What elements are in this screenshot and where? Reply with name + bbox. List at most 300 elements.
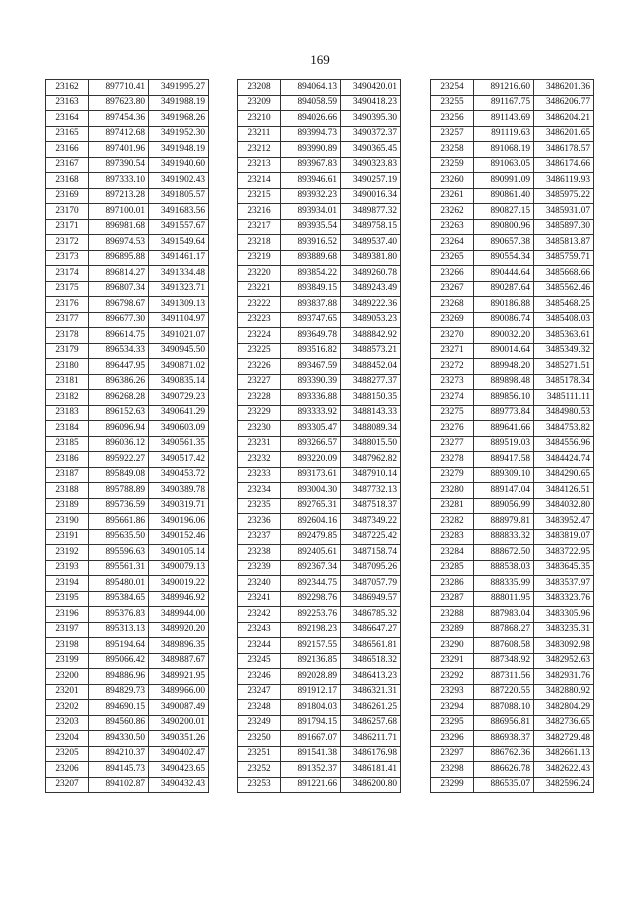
table-row [238,343,401,359]
x-coordinate-cell: 889856.10 [474,390,534,406]
table-row [431,700,594,716]
x-coordinate-cell: 895376.83 [89,607,149,623]
table-row [238,653,401,669]
x-coordinate-cell: 893336.88 [281,390,341,406]
point-id-cell: 23283 [431,529,474,545]
table-row [238,312,401,328]
point-id-cell: 23173 [46,250,89,266]
table-row [431,405,594,421]
y-coordinate-cell: 3490019.22 [149,576,209,592]
x-coordinate-cell: 892765.31 [281,498,341,514]
y-coordinate-cell: 3486949.57 [341,591,401,607]
x-coordinate-cell: 892405.61 [281,545,341,561]
table-row [431,235,594,251]
x-coordinate-cell: 894330.50 [89,731,149,747]
table-row [46,142,209,158]
table-row [238,622,401,638]
point-id-cell: 23252 [238,762,281,778]
table-row [46,80,209,96]
coordinate-table-right [430,79,594,793]
x-coordinate-cell: 890014.64 [474,343,534,359]
y-coordinate-cell: 3490152.46 [149,529,209,545]
y-coordinate-cell: 3486257.68 [341,715,401,731]
y-coordinate-cell: 3484980.53 [534,405,594,421]
table-row [46,591,209,607]
point-id-cell: 23295 [431,715,474,731]
x-coordinate-cell: 890827.15 [474,204,534,220]
x-coordinate-cell: 896447.95 [89,359,149,375]
table-row [46,219,209,235]
table-row [431,436,594,452]
table-row [238,359,401,375]
table-row [238,607,401,623]
x-coordinate-cell: 892479.85 [281,529,341,545]
point-id-cell: 23239 [238,560,281,576]
point-id-cell: 23217 [238,219,281,235]
point-id-cell: 23168 [46,173,89,189]
point-id-cell: 23201 [46,684,89,700]
table-row [46,746,209,762]
y-coordinate-cell: 3483819.07 [534,529,594,545]
x-coordinate-cell: 887983.04 [474,607,534,623]
y-coordinate-cell: 3490200.01 [149,715,209,731]
y-coordinate-cell: 3489222.36 [341,297,401,313]
x-coordinate-cell: 892028.89 [281,669,341,685]
y-coordinate-cell: 3489758.15 [341,219,401,235]
table-row [431,421,594,437]
table-row [238,483,401,499]
point-id-cell: 23296 [431,731,474,747]
y-coordinate-cell: 3485897.30 [534,219,594,235]
table-row [238,297,401,313]
x-coordinate-cell: 891063.05 [474,157,534,173]
point-id-cell: 23241 [238,591,281,607]
y-coordinate-cell: 3488452.04 [341,359,401,375]
x-coordinate-cell: 891143.69 [474,111,534,127]
x-coordinate-cell: 893004.30 [281,483,341,499]
x-coordinate-cell: 896534.33 [89,343,149,359]
x-coordinate-cell: 891119.63 [474,126,534,142]
x-coordinate-cell: 897390.54 [89,157,149,173]
table-row [238,467,401,483]
point-id-cell: 23237 [238,529,281,545]
table-row [431,529,594,545]
x-coordinate-cell: 893935.54 [281,219,341,235]
x-coordinate-cell: 893173.61 [281,467,341,483]
table-row [46,607,209,623]
x-coordinate-cell: 890287.64 [474,281,534,297]
point-id-cell: 23242 [238,607,281,623]
x-coordinate-cell: 895384.65 [89,591,149,607]
point-id-cell: 23197 [46,622,89,638]
point-id-cell: 23203 [46,715,89,731]
x-coordinate-cell: 895922.27 [89,452,149,468]
table-row [238,266,401,282]
table-row [431,173,594,189]
x-coordinate-cell: 894886.96 [89,669,149,685]
y-coordinate-cell: 3489381.80 [341,250,401,266]
point-id-cell: 23263 [431,219,474,235]
y-coordinate-cell: 3485813.87 [534,235,594,251]
x-coordinate-cell: 886626.78 [474,762,534,778]
y-coordinate-cell: 3490257.19 [341,173,401,189]
y-coordinate-cell: 3483092.98 [534,638,594,654]
point-id-cell: 23282 [431,514,474,530]
point-id-cell: 23220 [238,266,281,282]
point-id-cell: 23236 [238,514,281,530]
y-coordinate-cell: 3485111.11 [534,390,594,406]
x-coordinate-cell: 888833.32 [474,529,534,545]
y-coordinate-cell: 3489920.20 [149,622,209,638]
x-coordinate-cell: 893889.68 [281,250,341,266]
point-id-cell: 23223 [238,312,281,328]
table-row [431,390,594,406]
y-coordinate-cell: 3490323.83 [341,157,401,173]
x-coordinate-cell: 889948.20 [474,359,534,375]
y-coordinate-cell: 3486176.98 [341,746,401,762]
point-id-cell: 23229 [238,405,281,421]
y-coordinate-cell: 3482931.76 [534,669,594,685]
y-coordinate-cell: 3486119.93 [534,173,594,189]
y-coordinate-cell: 3485468.25 [534,297,594,313]
table-row [238,219,401,235]
point-id-cell: 23169 [46,188,89,204]
coordinate-table-left [45,79,209,793]
x-coordinate-cell: 893516.82 [281,343,341,359]
point-id-cell: 23205 [46,746,89,762]
point-id-cell: 23186 [46,452,89,468]
y-coordinate-cell: 3490395.30 [341,111,401,127]
y-coordinate-cell: 3491948.19 [149,142,209,158]
point-id-cell: 23177 [46,312,89,328]
x-coordinate-cell: 894064.13 [281,80,341,96]
point-id-cell: 23256 [431,111,474,127]
y-coordinate-cell: 3491952.30 [149,126,209,142]
x-coordinate-cell: 892136.85 [281,653,341,669]
y-coordinate-cell: 3490420.01 [341,80,401,96]
y-coordinate-cell: 3482596.24 [534,777,594,793]
y-coordinate-cell: 3489877.32 [341,204,401,220]
table-row [431,498,594,514]
y-coordinate-cell: 3482622.43 [534,762,594,778]
x-coordinate-cell: 893837.88 [281,297,341,313]
table-row [431,591,594,607]
point-id-cell: 23176 [46,297,89,313]
y-coordinate-cell: 3486201.36 [534,80,594,96]
table-row [431,188,594,204]
table-row [431,715,594,731]
x-coordinate-cell: 891667.07 [281,731,341,747]
y-coordinate-cell: 3486174.66 [534,157,594,173]
point-id-cell: 23171 [46,219,89,235]
y-coordinate-cell: 3483645.35 [534,560,594,576]
table-row [46,498,209,514]
y-coordinate-cell: 3486261.25 [341,700,401,716]
point-id-cell: 23222 [238,297,281,313]
x-coordinate-cell: 890554.34 [474,250,534,266]
point-id-cell: 23251 [238,746,281,762]
table-row [431,359,594,375]
y-coordinate-cell: 3490402.47 [149,746,209,762]
point-id-cell: 23281 [431,498,474,514]
table-row [431,328,594,344]
y-coordinate-cell: 3489537.40 [341,235,401,251]
x-coordinate-cell: 894829.73 [89,684,149,700]
point-id-cell: 23298 [431,762,474,778]
y-coordinate-cell: 3488089.34 [341,421,401,437]
point-id-cell: 23238 [238,545,281,561]
x-coordinate-cell: 895661.86 [89,514,149,530]
table-row [431,281,594,297]
x-coordinate-cell: 896974.53 [89,235,149,251]
point-id-cell: 23230 [238,421,281,437]
x-coordinate-cell: 895788.89 [89,483,149,499]
y-coordinate-cell: 3487057.79 [341,576,401,592]
point-id-cell: 23213 [238,157,281,173]
table-row [46,204,209,220]
table-row [46,421,209,437]
x-coordinate-cell: 890086.74 [474,312,534,328]
table-row [46,328,209,344]
point-id-cell: 23284 [431,545,474,561]
table-row [46,715,209,731]
table-row [46,731,209,747]
x-coordinate-cell: 893305.47 [281,421,341,437]
point-id-cell: 23226 [238,359,281,375]
y-coordinate-cell: 3486518.32 [341,653,401,669]
y-coordinate-cell: 3483537.97 [534,576,594,592]
point-id-cell: 23214 [238,173,281,189]
point-id-cell: 23170 [46,204,89,220]
point-id-cell: 23227 [238,374,281,390]
point-id-cell: 23275 [431,405,474,421]
point-id-cell: 23215 [238,188,281,204]
y-coordinate-cell: 3489921.95 [149,669,209,685]
x-coordinate-cell: 897401.96 [89,142,149,158]
x-coordinate-cell: 891221.66 [281,777,341,793]
point-id-cell: 23278 [431,452,474,468]
x-coordinate-cell: 895635.50 [89,529,149,545]
y-coordinate-cell: 3485363.61 [534,328,594,344]
point-id-cell: 23267 [431,281,474,297]
y-coordinate-cell: 3482952.63 [534,653,594,669]
table-row [46,467,209,483]
table-row [238,328,401,344]
point-id-cell: 23185 [46,436,89,452]
table-row [46,405,209,421]
y-coordinate-cell: 3489946.92 [149,591,209,607]
point-id-cell: 23299 [431,777,474,793]
x-coordinate-cell: 889773.84 [474,405,534,421]
table-row [431,80,594,96]
table-row [238,374,401,390]
x-coordinate-cell: 891541.38 [281,746,341,762]
table-row [46,529,209,545]
x-coordinate-cell: 893266.57 [281,436,341,452]
table-row [431,576,594,592]
point-id-cell: 23174 [46,266,89,282]
y-coordinate-cell: 3490389.78 [149,483,209,499]
x-coordinate-cell: 893934.01 [281,204,341,220]
x-coordinate-cell: 892298.76 [281,591,341,607]
y-coordinate-cell: 3490372.37 [341,126,401,142]
x-coordinate-cell: 895849.08 [89,467,149,483]
table-row [46,297,209,313]
point-id-cell: 23264 [431,235,474,251]
x-coordinate-cell: 897412.68 [89,126,149,142]
x-coordinate-cell: 887348.92 [474,653,534,669]
x-coordinate-cell: 895194.64 [89,638,149,654]
point-id-cell: 23234 [238,483,281,499]
y-coordinate-cell: 3487158.74 [341,545,401,561]
x-coordinate-cell: 895066.42 [89,653,149,669]
x-coordinate-cell: 891167.75 [474,95,534,111]
point-id-cell: 23248 [238,700,281,716]
table-row [238,142,401,158]
point-id-cell: 23290 [431,638,474,654]
x-coordinate-cell: 893849.15 [281,281,341,297]
y-coordinate-cell: 3485975.22 [534,188,594,204]
x-coordinate-cell: 893220.09 [281,452,341,468]
x-coordinate-cell: 891068.19 [474,142,534,158]
y-coordinate-cell: 3485562.46 [534,281,594,297]
x-coordinate-cell: 896798.67 [89,297,149,313]
y-coordinate-cell: 3485931.07 [534,204,594,220]
y-coordinate-cell: 3491968.26 [149,111,209,127]
point-id-cell: 23208 [238,80,281,96]
x-coordinate-cell: 890032.20 [474,328,534,344]
point-id-cell: 23231 [238,436,281,452]
point-id-cell: 23289 [431,622,474,638]
y-coordinate-cell: 3488573.21 [341,343,401,359]
table-row [46,777,209,793]
point-id-cell: 23163 [46,95,89,111]
y-coordinate-cell: 3491557.67 [149,219,209,235]
point-id-cell: 23209 [238,95,281,111]
table-row [431,95,594,111]
table-row [46,390,209,406]
point-id-cell: 23245 [238,653,281,669]
y-coordinate-cell: 3482661.13 [534,746,594,762]
y-coordinate-cell: 3490945.50 [149,343,209,359]
y-coordinate-cell: 3491104.97 [149,312,209,328]
x-coordinate-cell: 891216.60 [474,80,534,96]
y-coordinate-cell: 3489944.00 [149,607,209,623]
table-row [238,514,401,530]
y-coordinate-cell: 3491021.07 [149,328,209,344]
x-coordinate-cell: 890657.38 [474,235,534,251]
point-id-cell: 23182 [46,390,89,406]
y-coordinate-cell: 3484032.80 [534,498,594,514]
point-id-cell: 23280 [431,483,474,499]
x-coordinate-cell: 892198.23 [281,622,341,638]
point-id-cell: 23272 [431,359,474,375]
table-row [238,421,401,437]
y-coordinate-cell: 3484424.74 [534,452,594,468]
table-row [238,529,401,545]
y-coordinate-cell: 3490432.43 [149,777,209,793]
y-coordinate-cell: 3486200.80 [341,777,401,793]
y-coordinate-cell: 3486211.71 [341,731,401,747]
point-id-cell: 23225 [238,343,281,359]
table-row [431,204,594,220]
y-coordinate-cell: 3491323.71 [149,281,209,297]
x-coordinate-cell: 894690.15 [89,700,149,716]
point-id-cell: 23265 [431,250,474,266]
y-coordinate-cell: 3490641.29 [149,405,209,421]
table-row [431,622,594,638]
x-coordinate-cell: 895736.59 [89,498,149,514]
point-id-cell: 23172 [46,235,89,251]
x-coordinate-cell: 893916.52 [281,235,341,251]
point-id-cell: 23167 [46,157,89,173]
point-id-cell: 23254 [431,80,474,96]
table-row [238,545,401,561]
x-coordinate-cell: 890991.09 [474,173,534,189]
x-coordinate-cell: 890186.88 [474,297,534,313]
x-coordinate-cell: 892604.16 [281,514,341,530]
y-coordinate-cell: 3482880.92 [534,684,594,700]
x-coordinate-cell: 887311.56 [474,669,534,685]
point-id-cell: 23258 [431,142,474,158]
table-row [431,157,594,173]
x-coordinate-cell: 897623.80 [89,95,149,111]
point-id-cell: 23240 [238,576,281,592]
table-row [238,95,401,111]
table-row [431,343,594,359]
x-coordinate-cell: 890800.96 [474,219,534,235]
x-coordinate-cell: 888011.95 [474,591,534,607]
coordinate-table-middle [237,79,401,793]
x-coordinate-cell: 893990.89 [281,142,341,158]
x-coordinate-cell: 893467.59 [281,359,341,375]
point-id-cell: 23228 [238,390,281,406]
x-coordinate-cell: 894145.73 [89,762,149,778]
x-coordinate-cell: 897100.01 [89,204,149,220]
table-row [46,312,209,328]
point-id-cell: 23198 [46,638,89,654]
y-coordinate-cell: 3490319.71 [149,498,209,514]
y-coordinate-cell: 3485759.71 [534,250,594,266]
x-coordinate-cell: 893747.65 [281,312,341,328]
table-row [46,111,209,127]
x-coordinate-cell: 895596.63 [89,545,149,561]
y-coordinate-cell: 3491902.43 [149,173,209,189]
x-coordinate-cell: 893946.61 [281,173,341,189]
y-coordinate-cell: 3490418.23 [341,95,401,111]
table-row [431,111,594,127]
x-coordinate-cell: 889417.58 [474,452,534,468]
point-id-cell: 23221 [238,281,281,297]
table-row [431,514,594,530]
y-coordinate-cell: 3490835.14 [149,374,209,390]
table-row [238,498,401,514]
table-row [46,483,209,499]
table-row [238,700,401,716]
table-row [46,359,209,375]
point-id-cell: 23235 [238,498,281,514]
y-coordinate-cell: 3485178.34 [534,374,594,390]
point-id-cell: 23175 [46,281,89,297]
table-row [46,545,209,561]
y-coordinate-cell: 3489896.35 [149,638,209,654]
y-coordinate-cell: 3483952.47 [534,514,594,530]
table-row [431,126,594,142]
y-coordinate-cell: 3484126.51 [534,483,594,499]
table-row [431,746,594,762]
point-id-cell: 23218 [238,235,281,251]
point-id-cell: 23210 [238,111,281,127]
